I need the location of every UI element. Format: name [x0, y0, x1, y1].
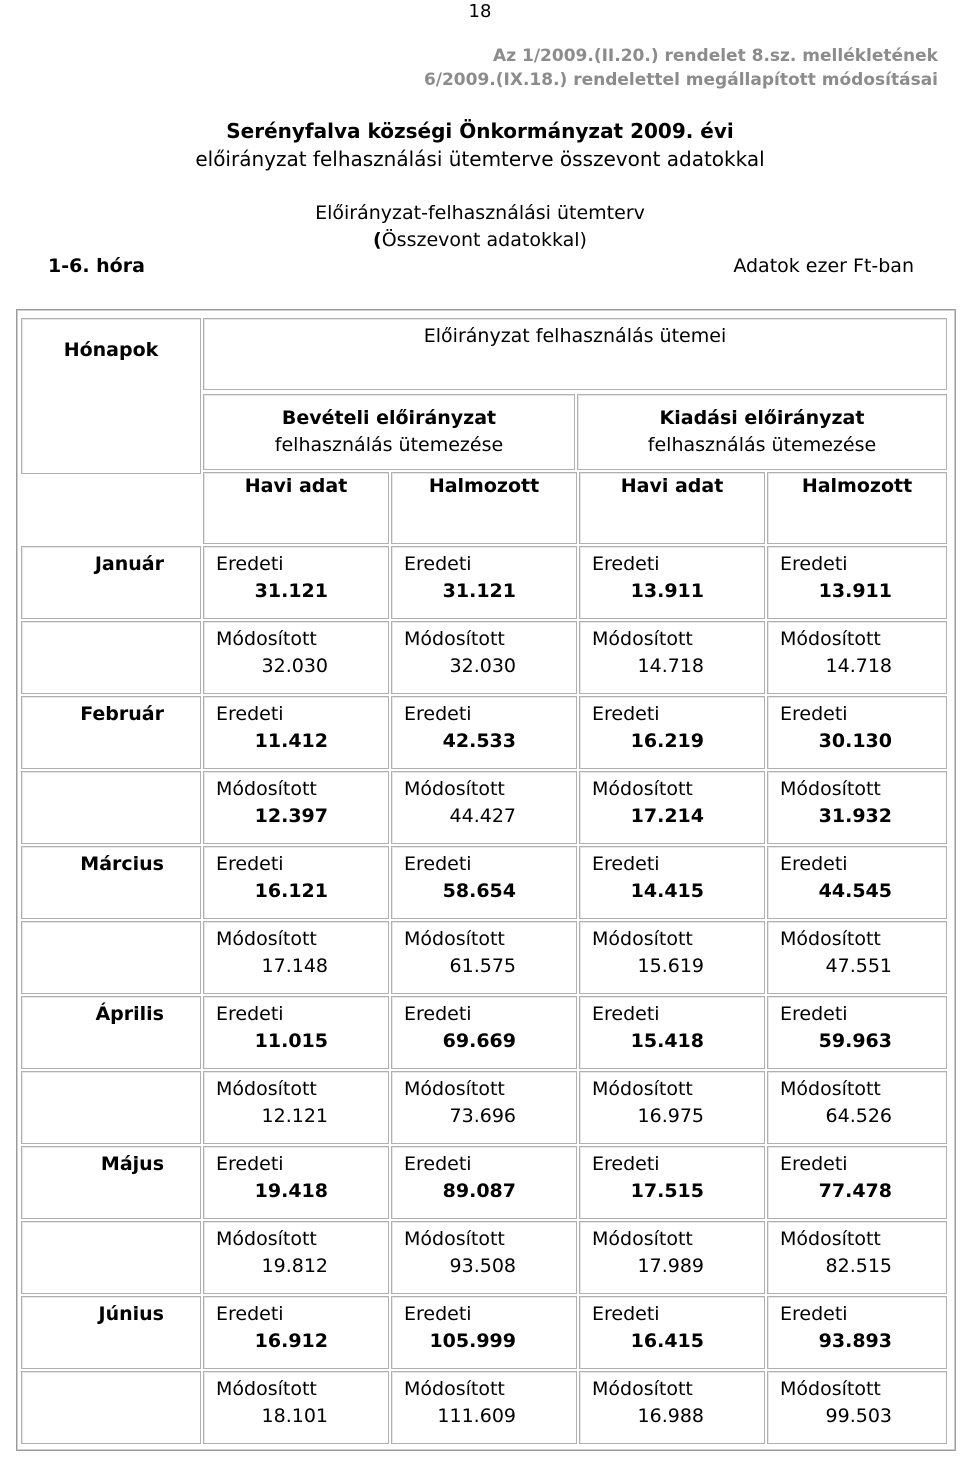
original-label: Eredeti: [216, 553, 284, 575]
modified-label: Módosított: [780, 778, 881, 800]
modified-value-cell: [391, 621, 577, 694]
original-label: Eredeti: [780, 853, 848, 875]
header-expense: [577, 394, 947, 470]
col-header-text: Havi adat: [620, 475, 724, 497]
value-number: 13.911: [630, 580, 704, 602]
modified-label: Módosított: [592, 628, 693, 650]
original-value-cell: [203, 996, 389, 1069]
modified-value-cell: [579, 771, 765, 844]
modified-label: Módosított: [216, 628, 317, 650]
original-value-cell: [767, 996, 947, 1069]
original-value-cell: [579, 996, 765, 1069]
month-cell-empty: [21, 771, 201, 844]
value-number: 16.415: [630, 1330, 704, 1352]
modified-label: Módosított: [592, 1078, 693, 1100]
modified-value-cell: [391, 1371, 577, 1444]
modified-value-cell: [579, 1071, 765, 1144]
header-main: [203, 318, 947, 390]
modified-label: Módosított: [404, 928, 505, 950]
month-name: Június: [98, 1303, 164, 1325]
original-value-cell: [579, 1296, 765, 1369]
original-value-cell: [203, 696, 389, 769]
modified-value-cell: [391, 1221, 577, 1294]
value-number: 73.696: [449, 1105, 516, 1127]
modified-label: Módosított: [592, 928, 693, 950]
modified-value-cell: [203, 921, 389, 994]
month-cell: [21, 696, 201, 769]
value-number: 42.533: [442, 730, 516, 752]
modified-value-cell: [203, 1371, 389, 1444]
month-cell: [21, 1146, 201, 1219]
original-label: Eredeti: [216, 853, 284, 875]
original-label: Eredeti: [592, 853, 660, 875]
modified-value-cell: [767, 771, 947, 844]
value-number: 31.121: [254, 580, 328, 602]
title-line-1: Serényfalva községi Önkormányzat 2009. évi: [226, 119, 734, 143]
original-label: Eredeti: [592, 1003, 660, 1025]
value-number: 17.148: [261, 955, 328, 977]
original-label: Eredeti: [404, 1003, 472, 1025]
original-value-cell: [391, 846, 577, 919]
value-number: 32.030: [261, 655, 328, 677]
header-main-text: Előirányzat felhasználás ütemei: [423, 325, 727, 347]
modified-label: Módosított: [216, 1378, 317, 1400]
period-label: 1-6. hóra: [48, 255, 145, 277]
value-number: 19.812: [261, 1255, 328, 1277]
unit-label: Adatok ezer Ft-ban: [733, 255, 914, 277]
original-label: Eredeti: [592, 703, 660, 725]
modified-value-cell: [767, 1071, 947, 1144]
modified-value-cell: [579, 1221, 765, 1294]
subtitle-paren: (: [373, 229, 382, 251]
modified-label: Módosított: [404, 1228, 505, 1250]
original-value-cell: [767, 1146, 947, 1219]
original-label: Eredeti: [404, 703, 472, 725]
col-header-expense-cumulative: [767, 472, 947, 544]
original-label: Eredeti: [780, 553, 848, 575]
modified-label: Módosított: [592, 1378, 693, 1400]
value-number: 18.101: [261, 1405, 328, 1427]
month-cell-empty: [21, 1221, 201, 1294]
original-value-cell: [203, 1146, 389, 1219]
value-number: 111.609: [437, 1405, 516, 1427]
modified-value-cell: [579, 621, 765, 694]
original-value-cell: [391, 696, 577, 769]
original-label: Eredeti: [404, 853, 472, 875]
original-label: Eredeti: [780, 1153, 848, 1175]
value-number: 16.988: [637, 1405, 704, 1427]
modified-label: Módosított: [592, 778, 693, 800]
decree-line-2: 6/2009.(IX.18.) rendelettel megállapított módosításai: [423, 70, 938, 90]
month-name: Február: [80, 703, 164, 725]
col-header-income-cumulative: [391, 472, 577, 544]
value-number: 61.575: [449, 955, 516, 977]
value-number: 17.515: [630, 1180, 704, 1202]
subtitle-line-1: Előirányzat-felhasználási ütemterv: [315, 202, 645, 224]
modified-label: Módosított: [216, 1228, 317, 1250]
modified-value-cell: [203, 1221, 389, 1294]
header-income: [203, 394, 575, 470]
col-header-text: Halmozott: [801, 475, 913, 497]
col-header-income-monthly: [203, 472, 389, 544]
value-number: 17.989: [637, 1255, 704, 1277]
value-number: 64.526: [825, 1105, 892, 1127]
value-number: 13.911: [818, 580, 892, 602]
original-label: Eredeti: [216, 703, 284, 725]
original-label: Eredeti: [780, 1003, 848, 1025]
modified-label: Módosított: [780, 928, 881, 950]
month-cell: [21, 1296, 201, 1369]
header-expense-line-2: felhasználás ütemezése: [647, 434, 877, 456]
modified-value-cell: [767, 621, 947, 694]
original-value-cell: [391, 1146, 577, 1219]
original-value-cell: [767, 846, 947, 919]
month-cell: [21, 846, 201, 919]
modified-label: Módosított: [404, 628, 505, 650]
value-number: 31.932: [818, 805, 892, 827]
value-number: 89.087: [442, 1180, 516, 1202]
value-number: 12.397: [254, 805, 328, 827]
modified-value-cell: [203, 771, 389, 844]
value-number: 99.503: [825, 1405, 892, 1427]
original-value-cell: [767, 546, 947, 619]
title-line-2: előirányzat felhasználási ütemterve összevont adatokkal: [195, 147, 765, 171]
month-name: Április: [95, 1003, 164, 1025]
month-cell-empty: [21, 621, 201, 694]
original-label: Eredeti: [592, 1153, 660, 1175]
modified-value-cell: [391, 1071, 577, 1144]
header-income-line-1: Bevételi előirányzat: [281, 407, 497, 429]
original-value-cell: [579, 1146, 765, 1219]
original-label: Eredeti: [780, 1303, 848, 1325]
modified-value-cell: [767, 1221, 947, 1294]
month-cell-empty: [21, 921, 201, 994]
modified-value-cell: [579, 1371, 765, 1444]
value-number: 77.478: [818, 1180, 892, 1202]
original-label: Eredeti: [404, 1303, 472, 1325]
value-number: 105.999: [429, 1330, 516, 1352]
decree-line-1: Az 1/2009.(II.20.) rendelet 8.sz. mellékletének: [493, 46, 938, 66]
modified-value-cell: [203, 621, 389, 694]
col-header-expense-monthly: [579, 472, 765, 544]
schedule-table: [16, 309, 956, 1451]
modified-label: Módosított: [780, 1378, 881, 1400]
value-number: 16.975: [637, 1105, 704, 1127]
value-number: 47.551: [825, 955, 892, 977]
value-number: 16.219: [630, 730, 704, 752]
month-name: Május: [100, 1153, 164, 1175]
modified-label: Módosított: [216, 1078, 317, 1100]
header-expense-line-1: Kiadási előirányzat: [659, 407, 865, 429]
value-number: 59.963: [818, 1030, 892, 1052]
value-number: 44.545: [818, 880, 892, 902]
month-cell: [21, 996, 201, 1069]
value-number: 16.912: [254, 1330, 328, 1352]
original-value-cell: [203, 846, 389, 919]
modified-label: Módosított: [780, 1228, 881, 1250]
subtitle-line-2: [0, 227, 960, 253]
original-label: Eredeti: [216, 1303, 284, 1325]
col-header-text: Havi adat: [244, 475, 348, 497]
value-number: 93.893: [818, 1330, 892, 1352]
modified-label: Módosított: [404, 778, 505, 800]
modified-value-cell: [391, 921, 577, 994]
month-name: Március: [80, 853, 164, 875]
original-value-cell: [579, 846, 765, 919]
value-number: 16.121: [254, 880, 328, 902]
original-value-cell: [579, 696, 765, 769]
month-name: Január: [94, 553, 164, 575]
value-number: 93.508: [449, 1255, 516, 1277]
value-number: 32.030: [449, 655, 516, 677]
original-label: Eredeti: [404, 553, 472, 575]
value-number: 58.654: [442, 880, 516, 902]
value-number: 11.412: [254, 730, 328, 752]
value-number: 12.121: [261, 1105, 328, 1127]
modified-value-cell: [203, 1071, 389, 1144]
modified-label: Módosított: [592, 1228, 693, 1250]
original-value-cell: [391, 996, 577, 1069]
value-number: 19.418: [254, 1180, 328, 1202]
value-number: 14.415: [630, 880, 704, 902]
value-number: 14.718: [825, 655, 892, 677]
modified-label: Módosított: [404, 1378, 505, 1400]
col-header-text: Halmozott: [428, 475, 540, 497]
value-number: 11.015: [254, 1030, 328, 1052]
original-label: Eredeti: [404, 1153, 472, 1175]
original-label: Eredeti: [592, 1303, 660, 1325]
month-cell: [21, 546, 201, 619]
modified-label: Módosított: [216, 928, 317, 950]
value-number: 15.619: [637, 955, 704, 977]
modified-label: Módosított: [780, 1078, 881, 1100]
modified-label: Módosított: [404, 1078, 505, 1100]
modified-value-cell: [391, 771, 577, 844]
original-label: Eredeti: [592, 553, 660, 575]
value-number: 44.427: [449, 805, 516, 827]
original-value-cell: [203, 1296, 389, 1369]
original-label: Eredeti: [216, 1003, 284, 1025]
modified-label: Módosított: [780, 628, 881, 650]
value-number: 30.130: [818, 730, 892, 752]
modified-value-cell: [767, 1371, 947, 1444]
value-number: 17.214: [630, 805, 704, 827]
header-months-text: Hónapok: [63, 339, 159, 361]
value-number: 15.418: [630, 1030, 704, 1052]
header-months: [21, 318, 201, 474]
subtitle-text: Összevont adatokkal): [381, 229, 587, 251]
modified-value-cell: [579, 921, 765, 994]
value-number: 14.718: [637, 655, 704, 677]
value-number: 69.669: [442, 1030, 516, 1052]
modified-value-cell: [767, 921, 947, 994]
value-number: 31.121: [442, 580, 516, 602]
original-label: Eredeti: [216, 1153, 284, 1175]
original-value-cell: [203, 546, 389, 619]
original-value-cell: [767, 696, 947, 769]
original-label: Eredeti: [780, 703, 848, 725]
original-value-cell: [391, 546, 577, 619]
value-number: 82.515: [825, 1255, 892, 1277]
original-value-cell: [579, 546, 765, 619]
month-cell-empty: [21, 1371, 201, 1444]
original-value-cell: [767, 1296, 947, 1369]
header-income-line-2: felhasználás ütemezése: [274, 434, 504, 456]
month-cell-empty: [21, 1071, 201, 1144]
modified-label: Módosított: [216, 778, 317, 800]
original-value-cell: [391, 1296, 577, 1369]
page-number: 18: [468, 1, 492, 22]
